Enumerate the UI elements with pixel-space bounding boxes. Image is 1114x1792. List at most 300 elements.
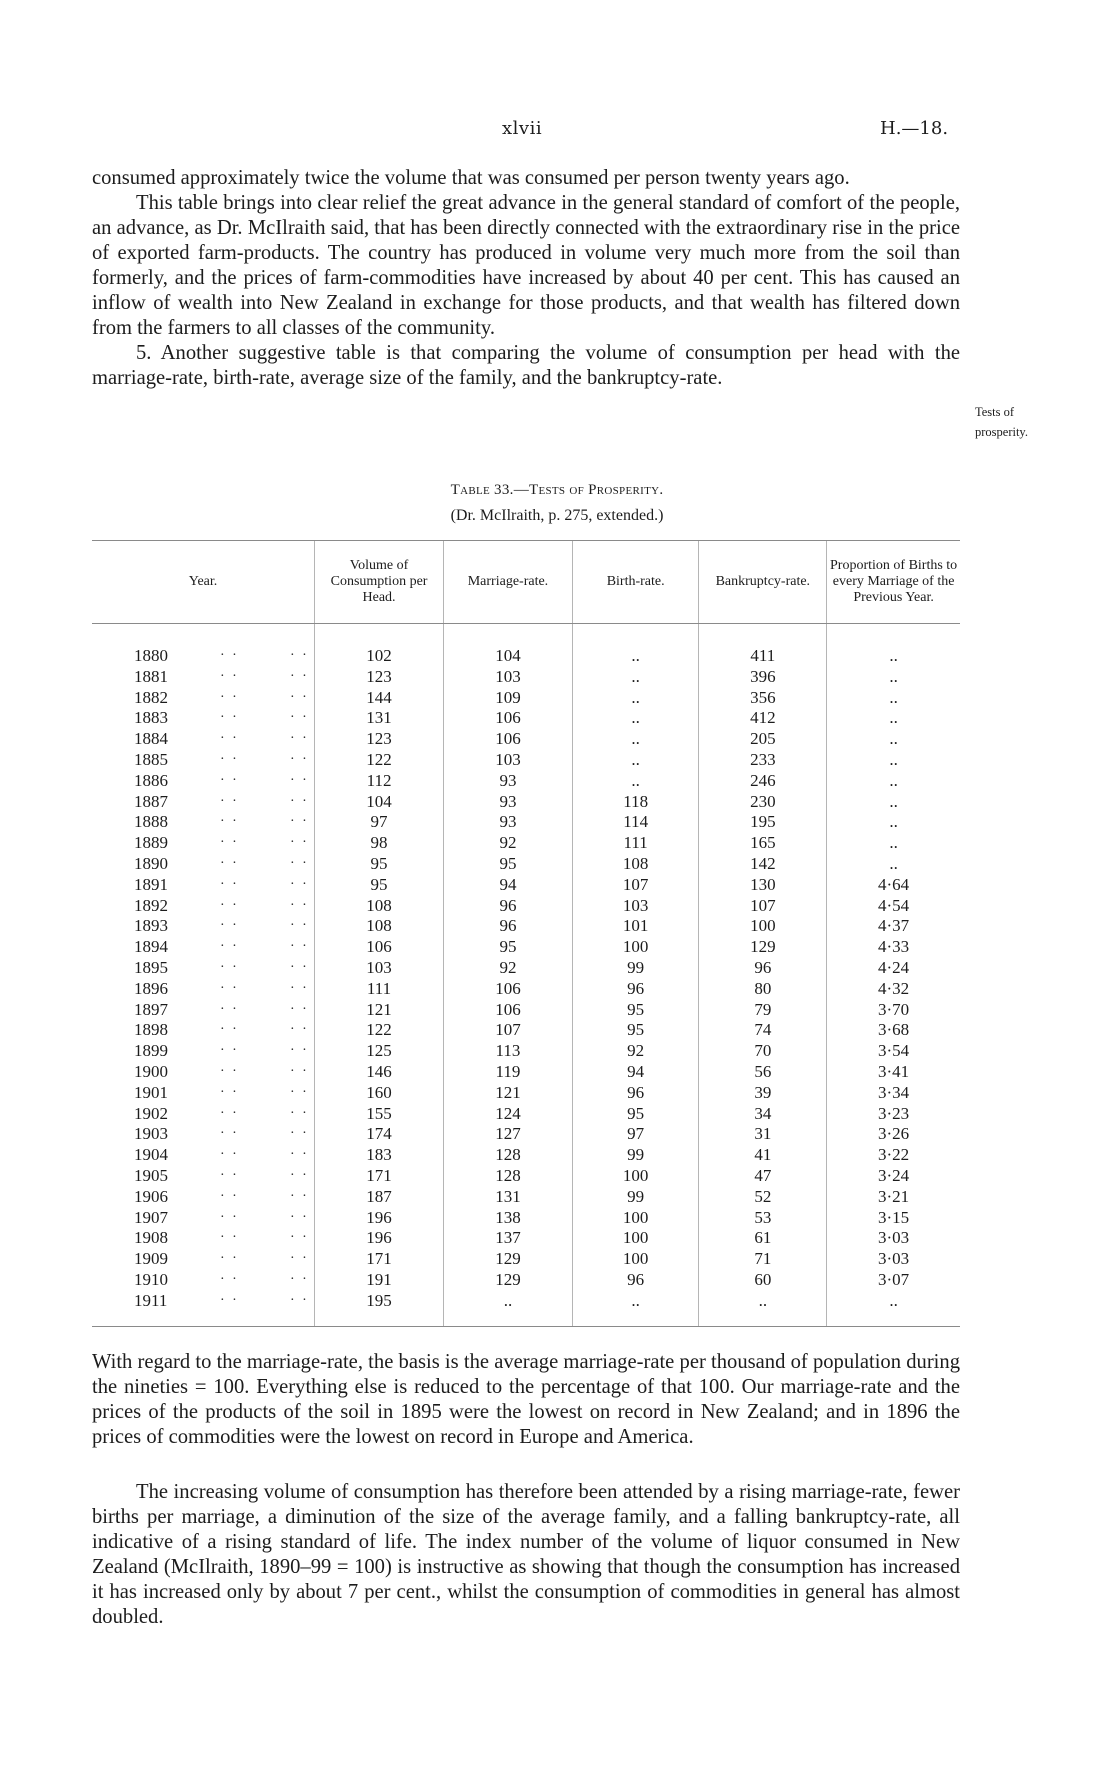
birth-cell: 103	[572, 896, 699, 917]
table-row	[92, 1062, 960, 1083]
consumption-cell: 108	[315, 916, 444, 937]
bankruptcy-cell: 74	[699, 1020, 827, 1041]
birth-cell: ..	[572, 750, 699, 771]
bankruptcy-cell: 129	[699, 937, 827, 958]
dot-leader: · ·	[220, 1271, 239, 1287]
consumption-cell: 196	[315, 1208, 444, 1229]
table-row	[92, 1145, 960, 1166]
year-cell	[92, 979, 315, 1000]
marriage-cell: 131	[444, 1187, 573, 1208]
birth-cell: 100	[572, 1208, 699, 1229]
spacer-row	[92, 624, 960, 647]
consumption-cell: 104	[315, 792, 444, 813]
intro-text	[92, 166, 960, 391]
marriage-cell: 103	[444, 667, 573, 688]
bankruptcy-cell: 80	[699, 979, 827, 1000]
table-title: Table 33.—Tests of Prosperity.	[450, 482, 664, 498]
year-label: 1886	[134, 770, 168, 790]
table-row	[92, 875, 960, 896]
proportion-cell: 3·68	[827, 1020, 960, 1041]
year-label: 1892	[134, 895, 168, 915]
marriage-cell: 107	[444, 1020, 573, 1041]
marriage-cell: 119	[444, 1062, 573, 1083]
dot-leader: · ·	[290, 1147, 309, 1163]
year-label: 1891	[134, 874, 168, 894]
dot-leader: · ·	[290, 1043, 309, 1059]
dot-leader: · ·	[290, 772, 309, 788]
bankruptcy-cell: 195	[699, 812, 827, 833]
bankruptcy-cell: 70	[699, 1041, 827, 1062]
bankruptcy-cell: 47	[699, 1166, 827, 1187]
year-cell	[92, 708, 315, 729]
birth-cell: 92	[572, 1041, 699, 1062]
consumption-cell: 144	[315, 688, 444, 709]
bankruptcy-cell: 53	[699, 1208, 827, 1229]
consumption-cell: 98	[315, 833, 444, 854]
paragraph: With regard to the marriage-rate, the basis is the average marriage-rate per thousand of population during the nineties = 100. Everything else is reduced to the percentage of that 100. Our marriage-rate and the prices of the products of the soil in 1895 were the lowest on record in New Zealand; and in 1896 the prices of commodities were the lowest on record in Europe and America.	[92, 1351, 960, 1448]
marriage-cell: 106	[444, 729, 573, 750]
year-cell	[92, 1145, 315, 1166]
consumption-cell: 191	[315, 1270, 444, 1291]
proportion-cell: 3·21	[827, 1187, 960, 1208]
birth-cell: ..	[572, 667, 699, 688]
dot-leader: · ·	[290, 648, 309, 663]
proportion-cell: ..	[827, 667, 960, 688]
consumption-cell: 171	[315, 1166, 444, 1187]
proportion-cell: ..	[827, 792, 960, 813]
bankruptcy-cell: 79	[699, 1000, 827, 1021]
marriage-cell: 94	[444, 875, 573, 896]
birth-cell: 111	[572, 833, 699, 854]
consumption-cell: 146	[315, 1062, 444, 1083]
birth-cell: 99	[572, 1187, 699, 1208]
bankruptcy-cell: 56	[699, 1062, 827, 1083]
bankruptcy-cell: 41	[699, 1145, 827, 1166]
paragraph: This table brings into clear relief the great advance in the general standard of comfort of the people, an advance, as Dr. McIlraith said, that has been directly connected with the extraordinary rise in the price of exported farm-products. The country has produced in volume very much more from the soil than formerly, and the prices of farm-commodities have increased by about 40 per cent. This has caused an inflow of wealth into New Zealand in exchange for those products, and that wealth has filtered down from the farmers to all classes of the community.	[92, 192, 960, 339]
dot-leader: · ·	[290, 1001, 309, 1017]
year-cell	[92, 812, 315, 833]
marriage-cell: 96	[444, 916, 573, 937]
birth-cell: 100	[572, 1249, 699, 1270]
year-cell	[92, 1062, 315, 1083]
year-cell	[92, 729, 315, 750]
marriage-cell: 127	[444, 1124, 573, 1145]
dot-leader: · ·	[220, 793, 239, 809]
year-cell	[92, 1291, 315, 1312]
dot-leader: · ·	[290, 751, 309, 767]
table-body	[92, 624, 960, 1327]
proportion-cell: 4·24	[827, 958, 960, 979]
birth-cell: ..	[572, 646, 699, 667]
consumption-cell: 106	[315, 937, 444, 958]
margin-note: Tests of prosperity.	[975, 405, 1028, 439]
birth-cell: 95	[572, 1020, 699, 1041]
year-label: 1903	[134, 1124, 168, 1144]
proportion-cell: 4·32	[827, 979, 960, 1000]
birth-cell: 96	[572, 1270, 699, 1291]
bankruptcy-cell: 130	[699, 875, 827, 896]
bankruptcy-cell: 100	[699, 916, 827, 937]
proportion-cell: ..	[827, 708, 960, 729]
table-row	[92, 979, 960, 1000]
dot-leader: · ·	[290, 689, 309, 705]
bankruptcy-cell: 61	[699, 1228, 827, 1249]
dot-leader: · ·	[290, 814, 309, 830]
table-row	[92, 1187, 960, 1208]
dot-leader: · ·	[290, 876, 309, 892]
year-cell	[92, 833, 315, 854]
conclusion-text	[92, 1480, 960, 1630]
birth-cell: 100	[572, 937, 699, 958]
dot-leader: · ·	[220, 980, 239, 996]
prosperity-table	[92, 540, 960, 1327]
birth-cell: ..	[572, 688, 699, 709]
dot-leader: · ·	[220, 1230, 239, 1246]
consumption-cell: 123	[315, 729, 444, 750]
marriage-cell: 121	[444, 1083, 573, 1104]
year-cell	[92, 1249, 315, 1270]
proportion-cell: ..	[827, 854, 960, 875]
dot-leader: · ·	[220, 772, 239, 788]
proportion-cell: 3·23	[827, 1104, 960, 1125]
year-cell	[92, 916, 315, 937]
birth-cell: 100	[572, 1166, 699, 1187]
year-label: 1902	[134, 1103, 168, 1123]
table-row	[92, 1041, 960, 1062]
document-code: H.—18.	[880, 118, 949, 139]
dot-leader: · ·	[220, 1147, 239, 1163]
proportion-cell: ..	[827, 1291, 960, 1312]
table-row	[92, 729, 960, 750]
bankruptcy-cell: 396	[699, 667, 827, 688]
year-label: 1897	[134, 999, 168, 1019]
dot-leader: · ·	[290, 1209, 309, 1225]
dot-leader: · ·	[220, 751, 239, 767]
proportion-cell: 3·03	[827, 1249, 960, 1270]
table-row	[92, 1000, 960, 1021]
marriage-cell: 129	[444, 1249, 573, 1270]
paragraph: 5. Another suggestive table is that comparing the volume of consumption per head with the marriage-rate, birth-rate, average size of the family, and the bankruptcy-rate.	[92, 342, 960, 389]
dot-leader: · ·	[290, 1063, 309, 1079]
bankruptcy-cell: 233	[699, 750, 827, 771]
year-label: 1882	[134, 687, 168, 707]
marriage-cell: 128	[444, 1145, 573, 1166]
proportion-cell: 3·24	[827, 1166, 960, 1187]
table-row	[92, 833, 960, 854]
dot-leader: · ·	[220, 855, 239, 871]
bankruptcy-cell: 165	[699, 833, 827, 854]
consumption-cell: 103	[315, 958, 444, 979]
table-row	[92, 750, 960, 771]
marriage-cell: 106	[444, 1000, 573, 1021]
dot-leader: · ·	[220, 689, 239, 705]
dot-leader: · ·	[290, 1084, 309, 1100]
marriage-cell: 96	[444, 896, 573, 917]
year-cell	[92, 667, 315, 688]
birth-cell: 96	[572, 979, 699, 1000]
consumption-cell: 187	[315, 1187, 444, 1208]
year-label: 1881	[134, 666, 168, 686]
year-label: 1887	[134, 791, 168, 811]
dot-leader: · ·	[290, 731, 309, 747]
year-label: 1908	[134, 1228, 168, 1248]
column-header-marriage-rate: Marriage-rate.	[444, 541, 573, 624]
page-number: xlvii	[502, 118, 543, 139]
dot-leader: · ·	[220, 1063, 239, 1079]
year-label: 1905	[134, 1165, 168, 1185]
birth-cell: 99	[572, 958, 699, 979]
dot-leader: · ·	[220, 1292, 239, 1308]
proportion-cell: ..	[827, 729, 960, 750]
consumption-cell: 122	[315, 1020, 444, 1041]
year-label: 1880	[134, 646, 168, 665]
proportion-cell: 3·03	[827, 1228, 960, 1249]
year-cell	[92, 854, 315, 875]
table-row	[92, 937, 960, 958]
bankruptcy-cell: 39	[699, 1083, 827, 1104]
bankruptcy-cell: 142	[699, 854, 827, 875]
consumption-cell: 122	[315, 750, 444, 771]
birth-cell: 118	[572, 792, 699, 813]
marriage-cell: 104	[444, 646, 573, 667]
bankruptcy-cell: 356	[699, 688, 827, 709]
proportion-cell: ..	[827, 688, 960, 709]
year-cell	[92, 750, 315, 771]
table-row	[92, 1208, 960, 1229]
dot-leader: · ·	[220, 835, 239, 851]
year-cell	[92, 1124, 315, 1145]
dot-leader: · ·	[220, 731, 239, 747]
dot-leader: · ·	[220, 668, 239, 684]
marriage-cell: 129	[444, 1270, 573, 1291]
column-header-birth-rate: Birth-rate.	[572, 541, 699, 624]
dot-leader: · ·	[220, 1022, 239, 1038]
table-row	[92, 916, 960, 937]
year-label: 1899	[134, 1041, 168, 1061]
marriage-cell: 138	[444, 1208, 573, 1229]
proportion-cell: 4·64	[827, 875, 960, 896]
consumption-cell: 97	[315, 812, 444, 833]
dot-leader: · ·	[290, 793, 309, 809]
bankruptcy-cell: 34	[699, 1104, 827, 1125]
bankruptcy-cell: 31	[699, 1124, 827, 1145]
table-row	[92, 1166, 960, 1187]
paragraph: The increasing volume of consumption has therefore been attended by a rising marriage-rate, fewer births per marriage, a diminution of the size of the average family, and a falling bankruptcy-rate, all indicative of a rising standard of life. The index number of the volume of liquor consumed in New Zealand (McIlraith, 1890–99 = 100) is instructive as showing that though the consumption has increased it has increased only by about 7 per cent., whilst the consumption of commodities in general has almost doubled.	[92, 1481, 960, 1628]
consumption-cell: 131	[315, 708, 444, 729]
proportion-cell: 3·41	[827, 1062, 960, 1083]
proportion-cell: 3·07	[827, 1270, 960, 1291]
consumption-cell: 95	[315, 854, 444, 875]
table-row	[92, 792, 960, 813]
consumption-cell: 123	[315, 667, 444, 688]
table-subtitle: (Dr. McIlraith, p. 275, extended.)	[450, 507, 664, 524]
proportion-cell: ..	[827, 750, 960, 771]
marriage-cell: 109	[444, 688, 573, 709]
year-cell	[92, 1000, 315, 1021]
table-row	[92, 958, 960, 979]
year-label: 1896	[134, 978, 168, 998]
birth-cell: 107	[572, 875, 699, 896]
dot-leader: · ·	[290, 1022, 309, 1038]
consumption-cell: 108	[315, 896, 444, 917]
proportion-cell: ..	[827, 812, 960, 833]
dot-leader: · ·	[290, 1271, 309, 1287]
dot-leader: · ·	[220, 814, 239, 830]
birth-cell: 114	[572, 812, 699, 833]
year-label: 1910	[134, 1269, 168, 1289]
dot-leader: · ·	[290, 855, 309, 871]
proportion-cell: 3·22	[827, 1145, 960, 1166]
table-row	[92, 667, 960, 688]
dot-leader: · ·	[220, 1084, 239, 1100]
dot-leader: · ·	[290, 939, 309, 955]
dot-leader: · ·	[220, 1001, 239, 1017]
dot-leader: · ·	[220, 1209, 239, 1225]
dot-leader: · ·	[220, 959, 239, 975]
year-label: 1895	[134, 957, 168, 977]
consumption-cell: 171	[315, 1249, 444, 1270]
dot-leader: · ·	[220, 1188, 239, 1204]
year-cell	[92, 875, 315, 896]
consumption-cell: 121	[315, 1000, 444, 1021]
marriage-cell: 92	[444, 833, 573, 854]
birth-cell: 99	[572, 1145, 699, 1166]
consumption-cell: 155	[315, 1104, 444, 1125]
consumption-cell: 112	[315, 771, 444, 792]
paragraph: consumed approximately twice the volume that was consumed per person twenty years ago.	[92, 167, 850, 189]
dot-leader: · ·	[220, 918, 239, 934]
dot-leader: · ·	[290, 897, 309, 913]
year-label: 1884	[134, 729, 168, 749]
year-cell	[92, 1020, 315, 1041]
dot-leader: · ·	[220, 648, 239, 663]
proportion-cell: ..	[827, 646, 960, 667]
dot-leader: · ·	[220, 1251, 239, 1267]
birth-cell: ..	[572, 1291, 699, 1312]
marriage-cell: 95	[444, 854, 573, 875]
table-row	[92, 896, 960, 917]
consumption-cell: 183	[315, 1145, 444, 1166]
consumption-cell: 125	[315, 1041, 444, 1062]
bankruptcy-cell: 412	[699, 708, 827, 729]
dot-leader: · ·	[220, 876, 239, 892]
birth-cell: ..	[572, 771, 699, 792]
marriage-cell: 93	[444, 771, 573, 792]
dot-leader: · ·	[290, 1126, 309, 1142]
dot-leader: · ·	[290, 1167, 309, 1183]
year-label: 1890	[134, 853, 168, 873]
year-cell	[92, 896, 315, 917]
year-label: 1888	[134, 812, 168, 832]
marriage-cell: 95	[444, 937, 573, 958]
year-cell	[92, 792, 315, 813]
bankruptcy-cell: 205	[699, 729, 827, 750]
consumption-cell: 160	[315, 1083, 444, 1104]
birth-cell: 100	[572, 1228, 699, 1249]
birth-cell: 95	[572, 1104, 699, 1125]
marriage-cell: 92	[444, 958, 573, 979]
proportion-cell: 3·34	[827, 1083, 960, 1104]
dot-leader: · ·	[290, 918, 309, 934]
birth-cell: 94	[572, 1062, 699, 1083]
year-label: 1883	[134, 708, 168, 728]
dot-leader: · ·	[290, 835, 309, 851]
year-label: 1885	[134, 749, 168, 769]
marriage-cell: 124	[444, 1104, 573, 1125]
year-cell	[92, 646, 315, 667]
consumption-cell: 174	[315, 1124, 444, 1145]
bankruptcy-cell: 246	[699, 771, 827, 792]
year-cell	[92, 1041, 315, 1062]
consumption-cell: 196	[315, 1228, 444, 1249]
column-header-consumption: Volume of Consumption per Head.	[315, 541, 444, 624]
consumption-cell: 195	[315, 1291, 444, 1312]
year-label: 1911	[134, 1290, 168, 1310]
consumption-cell: 102	[315, 646, 444, 667]
year-cell	[92, 1166, 315, 1187]
table-row	[92, 1270, 960, 1291]
birth-cell: 108	[572, 854, 699, 875]
birth-cell: 95	[572, 1000, 699, 1021]
dot-leader: · ·	[220, 1126, 239, 1142]
marriage-cell: 93	[444, 792, 573, 813]
proportion-cell: 4·33	[827, 937, 960, 958]
marriage-cell: 137	[444, 1228, 573, 1249]
table-row	[92, 771, 960, 792]
dot-leader: · ·	[220, 1167, 239, 1183]
table-row	[92, 812, 960, 833]
marriage-cell: 93	[444, 812, 573, 833]
bankruptcy-cell: 71	[699, 1249, 827, 1270]
table-row	[92, 688, 960, 709]
table-row	[92, 1104, 960, 1125]
table-row	[92, 854, 960, 875]
table-row	[92, 1124, 960, 1145]
year-label: 1893	[134, 916, 168, 936]
year-label: 1894	[134, 937, 168, 957]
year-label: 1907	[134, 1207, 168, 1227]
marriage-cell: 128	[444, 1166, 573, 1187]
dot-leader: · ·	[290, 1230, 309, 1246]
column-header-births-per-marriage: Proportion of Births to every Marriage of the Previous Year.	[827, 541, 960, 624]
table-header-row	[92, 541, 960, 624]
birth-cell: ..	[572, 729, 699, 750]
proportion-cell: 3·15	[827, 1208, 960, 1229]
marriage-cell: 113	[444, 1041, 573, 1062]
table-row	[92, 1228, 960, 1249]
year-cell	[92, 937, 315, 958]
column-header-bankruptcy-rate: Bankruptcy-rate.	[699, 541, 827, 624]
year-label: 1901	[134, 1082, 168, 1102]
year-label: 1900	[134, 1061, 168, 1081]
year-label: 1898	[134, 1020, 168, 1040]
dot-leader: · ·	[290, 1188, 309, 1204]
spacer-row	[92, 1312, 960, 1327]
year-cell	[92, 1208, 315, 1229]
dot-leader: · ·	[220, 710, 239, 726]
dot-leader: · ·	[290, 959, 309, 975]
table-row	[92, 646, 960, 667]
bankruptcy-cell: 52	[699, 1187, 827, 1208]
year-label: 1909	[134, 1249, 168, 1269]
dot-leader: · ·	[220, 939, 239, 955]
proportion-cell: 4·54	[827, 896, 960, 917]
bankruptcy-cell: 60	[699, 1270, 827, 1291]
note-text	[92, 1350, 960, 1450]
proportion-cell: 4·37	[827, 916, 960, 937]
table-row	[92, 1249, 960, 1270]
year-label: 1906	[134, 1186, 168, 1206]
